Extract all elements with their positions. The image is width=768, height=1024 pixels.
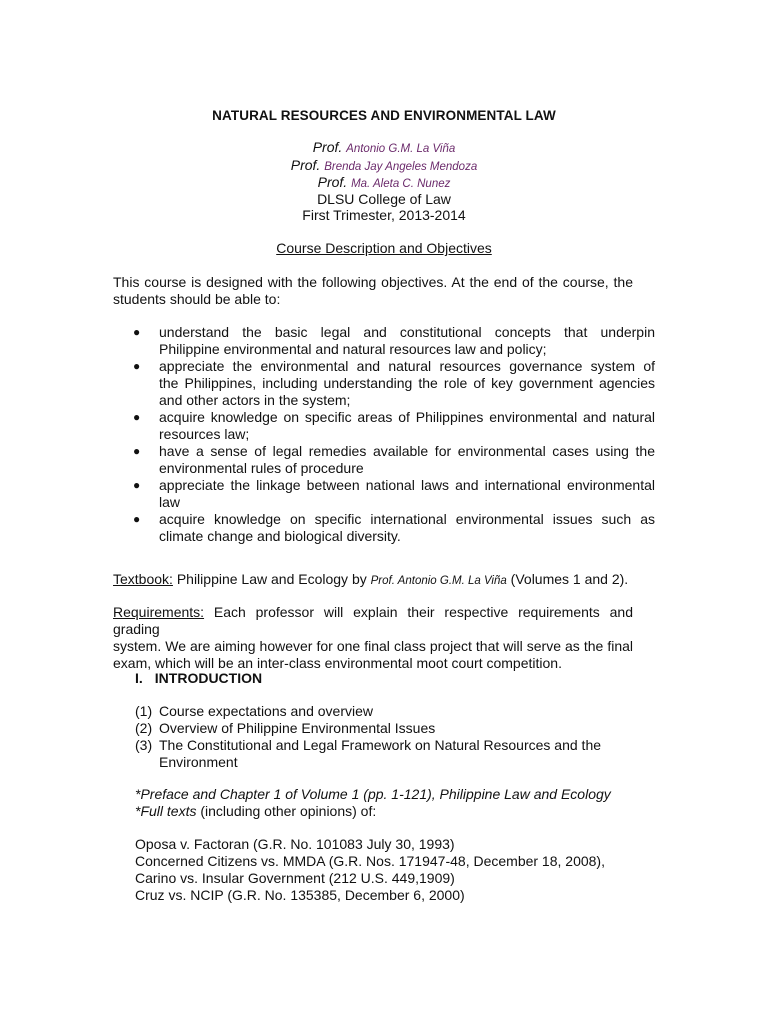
list-item: Oposa v. Factoran (G.R. No. 101083 July 30, 1993) xyxy=(135,836,455,852)
bullet-icon: ● xyxy=(133,512,141,526)
requirements-paragraph: Requirements: Each professor will explain their respective requirements and grading system. We are aiming however for one final class project that will serve as the final exam, which will be an inter-class environmental moot court competition. xyxy=(113,604,633,671)
intro-paragraph: This course is designed with the following objectives. At the end of the course, the students should be able to: xyxy=(113,274,633,307)
case-list xyxy=(135,836,605,904)
list-item: (2) Overview of Philippine Environmental Issues xyxy=(135,720,436,736)
topics-list xyxy=(135,703,655,771)
bullet-icon: ● xyxy=(133,444,141,458)
list-item: Cruz vs. NCIP (G.R. No. 135385, December 6, 2000) xyxy=(135,887,465,903)
document-title: NATURAL RESOURCES AND ENVIRONMENTAL LAW xyxy=(212,108,556,123)
textbook-line: Textbook: Philippine Law and Ecology by Prof. Antonio G.M. La Viña (Volumes 1 and 2). xyxy=(113,571,629,587)
objectives-list xyxy=(133,324,655,545)
list-item: ● have a sense of legal remedies available for environmental cases using the environmental rules of procedure xyxy=(133,443,655,476)
term-label: First Trimester, 2013-2014 xyxy=(302,207,466,223)
list-item: Concerned Citizens vs. MMDA (G.R. Nos. 171947-48, December 18, 2008), xyxy=(135,853,605,869)
bullet-icon: ● xyxy=(133,478,141,492)
bullet-icon: ● xyxy=(133,410,141,424)
professor-line-1: Prof. Antonio G.M. La Viña xyxy=(312,139,456,155)
list-item: ● acquire knowledge on specific international environmental issues such as climate change and biological diversity. xyxy=(133,511,655,544)
college-name: DLSU College of Law xyxy=(317,191,451,207)
bullet-icon: ● xyxy=(133,359,141,373)
list-item: ● appreciate the environmental and natural resources governance system of the Philippines, including understanding the role of key government agencies and other actors in the system; xyxy=(133,358,655,408)
list-item: (3) The Constitutional and Legal Framework on Natural Resources and the Environment xyxy=(135,737,602,770)
section-heading: I. INTRODUCTION xyxy=(135,670,263,686)
course-heading: Course Description and Objectives xyxy=(276,240,492,256)
list-item: Carino vs. Insular Government (212 U.S. 449,1909) xyxy=(135,870,455,886)
reading-assignment: *Preface and Chapter 1 of Volume 1 (pp. 1-121), Philippine Law and Ecology xyxy=(135,786,611,802)
requirements-line-1: Requirements: Each professor will explain their respective requirements and grading xyxy=(113,604,633,637)
full-texts-note: *Full texts (including other opinions) of: xyxy=(135,803,377,819)
list-item: ● acquire knowledge on specific areas of Philippines environmental and natural resources law; xyxy=(133,409,655,442)
list-item: ● appreciate the linkage between national laws and international environmental law xyxy=(133,477,655,510)
professor-line-3: Prof. Ma. Aleta C. Nunez xyxy=(317,174,451,190)
professor-line-2: Prof. Brenda Jay Angeles Mendoza xyxy=(290,157,478,173)
list-item: (1) Course expectations and overview xyxy=(135,703,374,719)
list-item: ● understand the basic legal and constitutional concepts that underpin Philippine environmental and natural resources law and policy; xyxy=(133,324,655,357)
bullet-icon: ● xyxy=(133,325,141,339)
